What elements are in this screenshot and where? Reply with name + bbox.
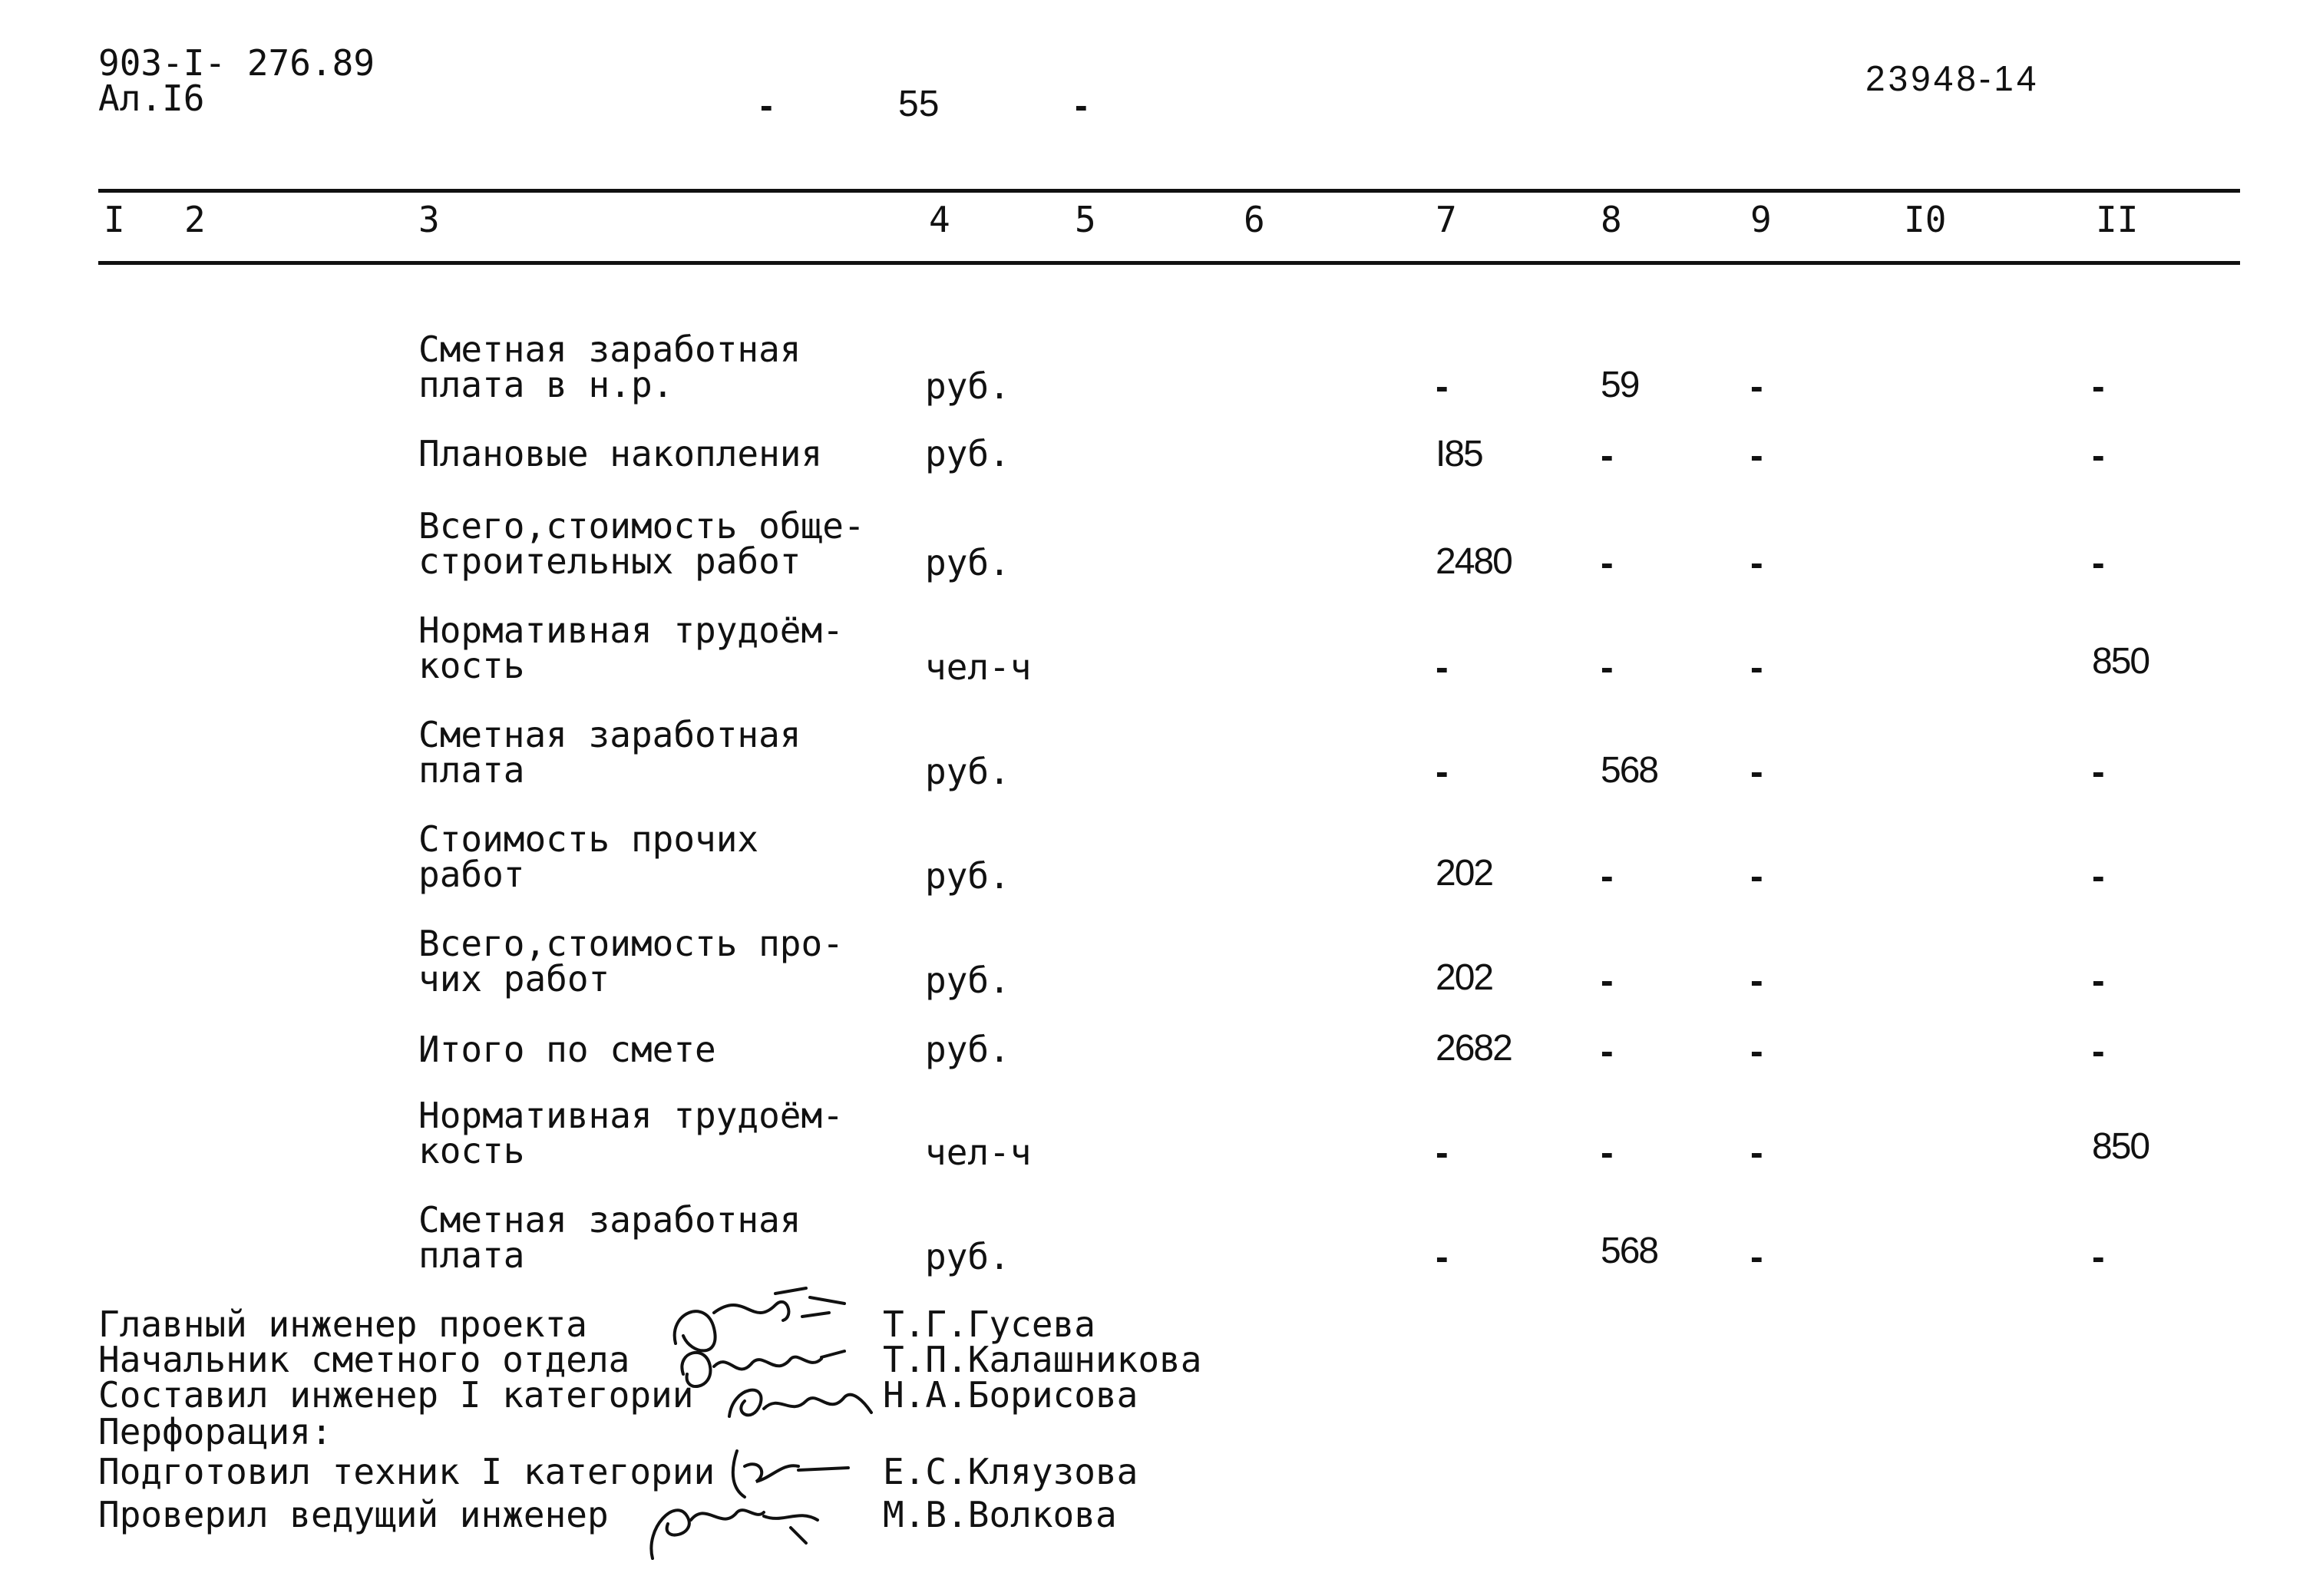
row-value-col9: -	[1750, 541, 1763, 584]
row-name-line: чих работ	[418, 958, 610, 1000]
signature-person: Т.П.Калашникова	[883, 1339, 1202, 1380]
row-value-col11: -	[2092, 541, 2105, 584]
row-value-col8: -	[1601, 1131, 1614, 1174]
signature-person: М.В.Волкова	[883, 1494, 1117, 1535]
row-value-col8: 59	[1601, 365, 1639, 405]
signature-role: Перфорация:	[98, 1411, 332, 1452]
page-number-dash-right: -	[1075, 84, 1088, 127]
row-name-line: Стоимость прочих	[418, 818, 759, 860]
row-value-col11: -	[2092, 959, 2105, 1002]
row-value-col7: 2480	[1436, 541, 1512, 582]
row-value-col7: -	[1436, 365, 1449, 408]
column-header: 8	[1601, 199, 1622, 240]
row-value-col9: -	[1750, 434, 1763, 477]
row-value-col8: -	[1601, 541, 1614, 584]
row-name-line: плата в н.р.	[418, 364, 674, 405]
page-number: 55	[898, 84, 940, 124]
row-name-line: Нормативная трудоём-	[418, 1095, 844, 1136]
row-name-line: Сметная заработная	[418, 329, 801, 370]
row-unit: руб.	[925, 855, 1010, 897]
row-name-line: Итого по смете	[418, 1029, 716, 1070]
row-value-col9: -	[1750, 959, 1763, 1002]
row-name-line: Плановые накопления	[418, 433, 823, 474]
row-value-col11: -	[2092, 1029, 2105, 1072]
row-value-col7: 2682	[1436, 1028, 1512, 1069]
row-value-col7: I85	[1436, 434, 1482, 474]
row-value-col11: -	[2092, 750, 2105, 793]
row-name-line: Сметная заработная	[418, 1199, 801, 1241]
row-value-col11: -	[2092, 434, 2105, 477]
column-header: 6	[1244, 199, 1265, 240]
row-value-col7: 202	[1436, 957, 1493, 998]
column-header: 9	[1750, 199, 1772, 240]
row-name-line: плата	[418, 1234, 525, 1276]
row-value-col7: -	[1436, 646, 1449, 689]
signature-role: Составил инженер I категории	[98, 1374, 694, 1416]
signature-role: Подготовил техник I категории	[98, 1451, 715, 1492]
row-value-col8: 568	[1601, 750, 1658, 791]
row-name-line: строительных работ	[418, 540, 801, 582]
row-name-line: Всего,стоимость про-	[418, 923, 844, 964]
signature-role: Начальник сметного отдела	[98, 1339, 630, 1380]
row-value-col8: -	[1601, 959, 1614, 1002]
row-unit: чел-ч	[925, 1132, 1032, 1173]
row-value-col9: -	[1750, 365, 1763, 408]
row-value-col11: -	[2092, 1235, 2105, 1278]
signature-person: Т.Г.Гусева	[883, 1304, 1095, 1345]
row-value-col11: 850	[2092, 1126, 2149, 1167]
row-name-line: Нормативная трудоём-	[418, 610, 844, 651]
row-value-col7: -	[1436, 750, 1449, 793]
column-header: I	[104, 199, 125, 240]
row-name-line: Всего,стоимость обще-	[418, 505, 865, 547]
column-header: 4	[929, 199, 950, 240]
signature-person: Е.С.Кляузова	[883, 1451, 1138, 1492]
row-unit: руб.	[925, 1236, 1010, 1277]
row-value-col11: -	[2092, 854, 2105, 897]
row-name-line: Сметная заработная	[418, 714, 801, 755]
row-value-col8: -	[1601, 854, 1614, 897]
column-header: 5	[1075, 199, 1096, 240]
row-value-col7: -	[1436, 1235, 1449, 1278]
column-header: II	[2096, 199, 2139, 240]
row-value-col9: -	[1750, 646, 1763, 689]
document-code: 903-I- 276.89	[98, 42, 375, 84]
row-value-col9: -	[1750, 1029, 1763, 1072]
row-value-col9: -	[1750, 750, 1763, 793]
row-value-col9: -	[1750, 854, 1763, 897]
row-unit: руб.	[925, 960, 1010, 1001]
row-value-col8: 568	[1601, 1231, 1658, 1271]
signature-person: Н.А.Борисова	[883, 1374, 1138, 1416]
stamp-number: 23948-14	[1865, 58, 2040, 98]
signature-role: Главный инженер проекта	[98, 1304, 587, 1345]
column-header: 3	[418, 199, 440, 240]
row-value-col8: -	[1601, 434, 1614, 477]
row-name-line: кость	[418, 645, 525, 686]
handwritten-signature-3	[714, 1370, 883, 1439]
row-value-col8: -	[1601, 1029, 1614, 1072]
page-number-dash-left: -	[760, 84, 773, 127]
table-header-bottom-rule	[98, 261, 2240, 265]
row-value-col7: -	[1436, 1131, 1449, 1174]
column-header: 2	[184, 199, 206, 240]
row-unit: руб.	[925, 365, 1010, 407]
column-header: 7	[1436, 199, 1457, 240]
row-name-line: кость	[418, 1130, 525, 1171]
table-header-top-rule	[98, 189, 2240, 193]
row-value-col11: -	[2092, 365, 2105, 408]
column-header: I0	[1904, 199, 1947, 240]
row-unit: руб.	[925, 1029, 1010, 1070]
row-value-col9: -	[1750, 1131, 1763, 1174]
row-name-line: плата	[418, 749, 525, 791]
row-value-col8: -	[1601, 646, 1614, 689]
sheet-label: Ал.I6	[98, 78, 205, 119]
row-value-col11: 850	[2092, 641, 2149, 682]
row-name-line: работ	[418, 854, 525, 895]
signature-role: Проверил ведущий инженер	[98, 1494, 609, 1535]
handwritten-signature-5	[629, 1482, 829, 1574]
row-value-col7: 202	[1436, 853, 1493, 894]
row-unit: руб.	[925, 751, 1010, 792]
row-unit: чел-ч	[925, 646, 1032, 688]
row-value-col9: -	[1750, 1235, 1763, 1278]
row-unit: руб.	[925, 433, 1010, 474]
row-unit: руб.	[925, 542, 1010, 583]
